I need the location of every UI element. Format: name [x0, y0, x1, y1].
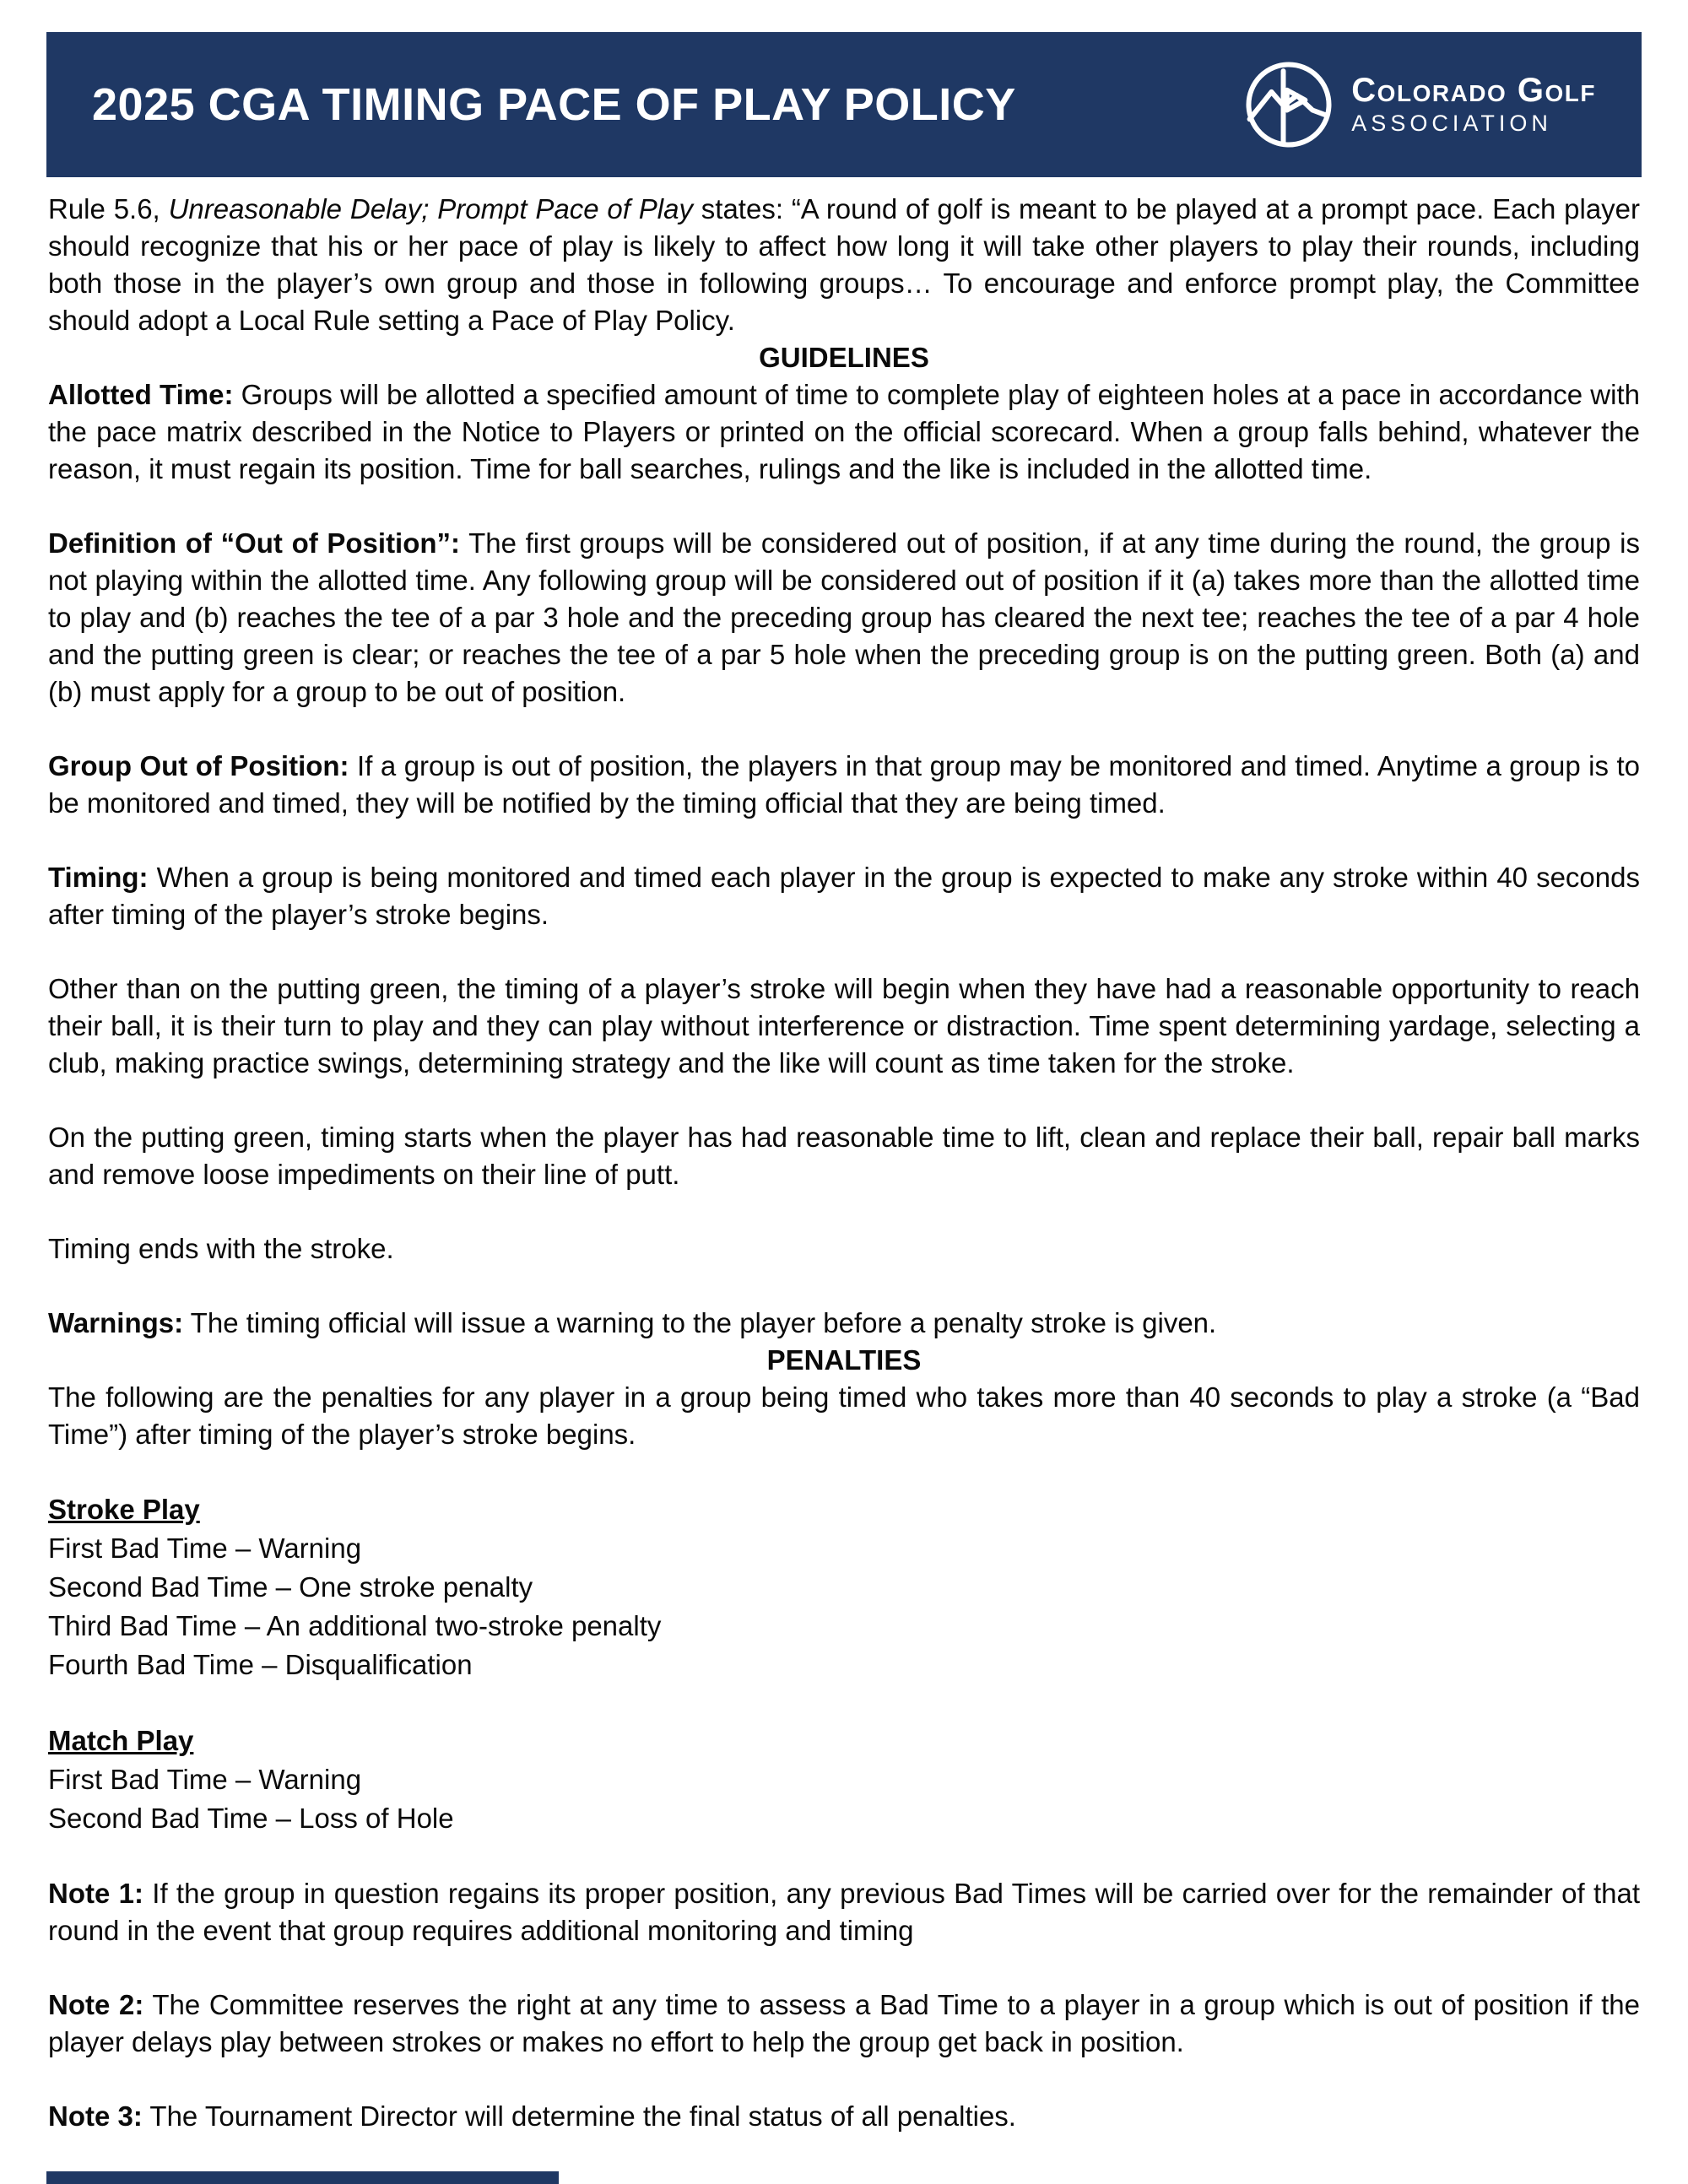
intro-rest: states: “A round of golf is meant to be played at a prompt pace. Each player should recognize that his or her pace of play is likely to affect how long it will take other players to play their rounds, including both those in the player’s own group and those in following groups… To encourage and enforce prompt play, the Committee should adopt a Local Rule setting a Pace of Play Policy.	[48, 193, 1641, 336]
warnings-text: The timing official will issue a warning to the player before a penalty stroke is given.	[183, 1307, 1217, 1338]
penalty-item: First Bad Time – Warning	[48, 1764, 362, 1795]
next-page-banner-edge	[46, 2171, 559, 2184]
note-3-text: The Tournament Director will determine the final status of all penalties.	[142, 2100, 1016, 2132]
stroke-play-list	[48, 1529, 1640, 1684]
note-3-label: Note 3:	[48, 2100, 143, 2132]
allotted-time-paragraph	[48, 376, 1640, 488]
allotted-time-text: Groups will be allotted a specified amount of time to complete play of eighteen holes at a pace in accordance with the pace matrix described in the Notice to Players or printed on the official scorecard. When a group falls behind, whatever the reason, it must regain its position. Time for ball searches, rulings and the like is included in the allotted time.	[48, 379, 1640, 484]
timing-paragraph	[48, 859, 1640, 933]
out-of-position-paragraph	[48, 525, 1640, 711]
intro-lead: Rule 5.6,	[48, 193, 169, 224]
stroke-play-heading: Stroke Play	[48, 1494, 200, 1525]
header-banner	[46, 32, 1642, 177]
cga-logo	[1243, 59, 1596, 150]
stroke-timing-paragraph: Other than on the putting green, the timing of a player’s stroke will begin when they have had a reasonable opportunity to reach their ball, it is their turn to play and they can play without interference or distraction. Time spent determining yardage, selecting a club, making practice swings, determining strategy and the like will count as time taken for the stroke.	[48, 973, 1640, 1078]
timing-label: Timing:	[48, 862, 149, 893]
warnings-paragraph	[48, 1305, 1640, 1342]
note-1-paragraph	[48, 1875, 1640, 1949]
logo-text	[1351, 73, 1596, 137]
cga-logo-icon	[1243, 59, 1334, 150]
group-out-of-position-label: Group Out of Position:	[48, 750, 349, 781]
allotted-time-label: Allotted Time:	[48, 379, 234, 410]
out-of-position-text: The first groups will be considered out of position, if at any time during the round, the group is not playing within the allotted time. Any following group will be considered out of position if it (a) takes more than the allotted time to play and (b) reaches the tee of a par 3 hole and the preceding group has cleared the next tee; reaches the tee of a par 4 hole and the putting green is clear; or reaches the tee of a par 5 hole when the preceding group is on the putting green. Both (a) and (b) must apply for a group to be out of position.	[48, 527, 1641, 707]
note-2-label: Note 2:	[48, 1989, 144, 2020]
putting-green-paragraph: On the putting green, timing starts when the player has had reasonable time to lift, clean and replace their ball, repair ball marks and remove loose impediments on their line of putt.	[48, 1122, 1640, 1190]
logo-subtitle: ASSOCIATION	[1351, 111, 1552, 136]
timing-text: When a group is being monitored and timed each player in the group is expected to make any stroke within 40 seconds after timing of the player’s stroke begins.	[48, 862, 1640, 930]
penalty-item: Third Bad Time – An additional two-stroke penalty	[48, 1610, 662, 1641]
note-1-label: Note 1:	[48, 1878, 143, 1909]
group-out-of-position-paragraph	[48, 748, 1640, 822]
penalty-item: First Bad Time – Warning	[48, 1533, 362, 1564]
group-out-of-position-text: If a group is out of position, the players in that group may be monitored and timed. Anytime a group is to be monitored and timed, they will be notified by the timing official that they are being timed.	[48, 750, 1641, 819]
penalty-item: Second Bad Time – Loss of Hole	[48, 1803, 454, 1834]
out-of-position-label: Definition of “Out of Position”:	[48, 527, 461, 559]
rule-title-italic: Unreasonable Delay; Prompt Pace of Play	[168, 193, 693, 224]
intro-paragraph	[48, 191, 1640, 339]
logo-name: Colorado Golf	[1351, 72, 1596, 109]
page-title: 2025 CGA TIMING PACE OF PLAY POLICY	[92, 79, 1016, 130]
note-3-paragraph	[48, 2098, 1640, 2135]
note-2-paragraph	[48, 1987, 1640, 2061]
warnings-label: Warnings:	[48, 1307, 184, 1338]
penalties-heading: PENALTIES	[766, 1344, 922, 1376]
penalties-intro-paragraph: The following are the penalties for any player in a group being timed who takes more than 40 seconds to play a stroke (a “Bad Time”) after timing of the player’s stroke begins.	[48, 1381, 1640, 1450]
document-body	[48, 191, 1640, 2135]
guidelines-heading: GUIDELINES	[759, 342, 929, 373]
note-1-text: If the group in question regains its proper position, any previous Bad Times will be carried over for the remainder of that round in the event that group requires additional monitoring and timing	[48, 1878, 1640, 1946]
penalty-item: Second Bad Time – One stroke penalty	[48, 1571, 533, 1603]
match-play-heading: Match Play	[48, 1725, 194, 1756]
penalty-item: Fourth Bad Time – Disqualification	[48, 1649, 473, 1680]
note-2-text: The Committee reserves the right at any time to assess a Bad Time to a player in a group which is out of position if the player delays play between strokes or makes no effort to help the group get back in position.	[48, 1989, 1640, 2057]
timing-ends-line: Timing ends with the stroke.	[48, 1233, 394, 1264]
match-play-list	[48, 1760, 1640, 1838]
